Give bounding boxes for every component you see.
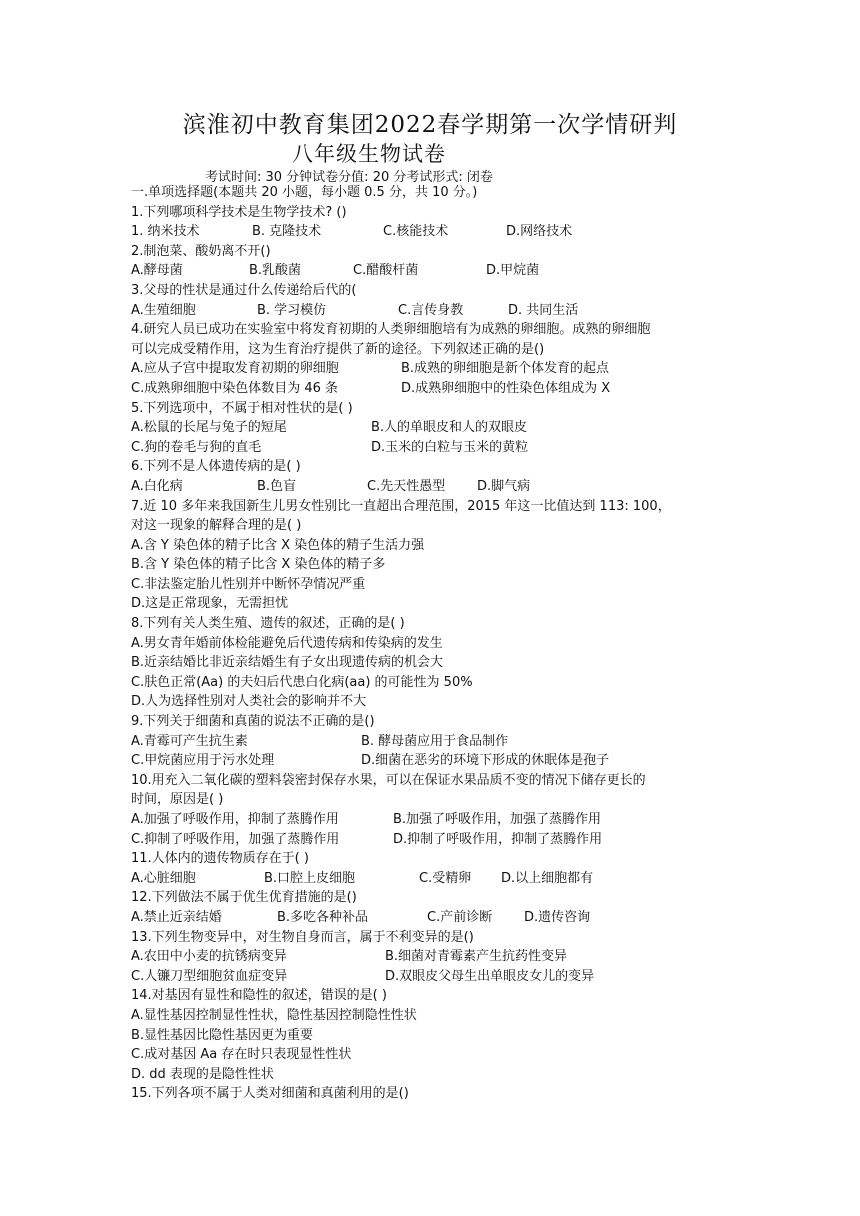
option-b: B.人的单眼皮和人的双眼皮	[371, 420, 528, 436]
option-a: A.含 Y 染色体的精子比含 X 染色体的精子生活力强	[131, 537, 425, 553]
option-d: D. dd 表现的是隐性性状	[131, 1066, 274, 1082]
option-a: A.农田中小麦的抗锈病变异	[131, 949, 287, 965]
option-b: B.口腔上皮细胞	[264, 870, 356, 886]
option-d: D.细菌在恶劣的环境下形成的休眠体是孢子	[361, 753, 610, 769]
option-d: D.以上细胞都有	[501, 870, 594, 886]
question-stem: 5.下列选项中，不属于相对性状的是( )	[131, 400, 353, 416]
option-d: D.遗传咨询	[524, 909, 591, 925]
question-stem: 7.近 10 多年来我国新生儿男女性别比一直超出合理范围，2015 年这一比值达到 113: 100，	[131, 498, 671, 514]
question-stem-cont: 时间，原因是( )	[131, 792, 224, 808]
question-stem: 6.下列不是人体遗传病的是( )	[131, 459, 301, 475]
option-c: C.核能技术	[383, 224, 449, 240]
option-row	[131, 947, 731, 967]
option-c: C.成熟卵细胞中染色体数目为 46 条	[131, 380, 339, 396]
option-b: B.近亲结婚比非近亲结婚生有子女出现遗传病的机会大	[131, 655, 444, 671]
option-row	[131, 261, 731, 281]
question-stem: 1.下列哪项科学技术是生物学技术? ()	[131, 204, 347, 220]
option-c: C.抑制了呼吸作用，加强了蒸腾作用	[131, 831, 340, 847]
question-stem: 2.制泡菜、酸奶离不开()	[131, 243, 271, 259]
option-row	[131, 908, 731, 928]
question-stem: 12.下列做法不属于优生优育措施的是()	[131, 890, 357, 906]
option-b: B.成熟的卵细胞是新个体发育的起点	[401, 361, 610, 377]
exam-subtitle: 八年级生物试卷	[292, 142, 446, 166]
option-b: B.色盲	[257, 478, 297, 494]
option-c: C.受精卵	[419, 870, 472, 886]
question-stem: 13.下列生物变异中，对生物自身而言，属于不利变异的是()	[131, 929, 474, 945]
option-b: B. 克隆技术	[252, 224, 322, 240]
option-row	[131, 418, 731, 438]
question-stem: 11.人体内的遗传物质存在于( )	[131, 851, 309, 867]
option-d: D. 共同生活	[508, 302, 579, 318]
option-c: C.肤色正常(Aa) 的夫妇后代患白化病(aa) 的可能性为 50%	[131, 674, 473, 690]
option-d: D.成熟卵细胞中的性染色体组成为 X	[401, 380, 611, 396]
exam-title: 滨淮初中教育集团2022春学期第一次学情研判	[182, 112, 678, 138]
option-c: C.产前诊断	[427, 909, 493, 925]
question-stem-cont: 可以完成受精作用，这为生育治疗提供了新的途径。下列叙述正确的是()	[131, 341, 545, 357]
option-row	[131, 810, 731, 830]
question-stem: 14.对基因有显性和隐性的叙述，错误的是( )	[131, 988, 387, 1004]
question-stem: 3.父母的性状是通过什么传递给后代的(	[131, 282, 357, 298]
option-a: A.心脏细胞	[131, 870, 196, 886]
question-list	[131, 183, 731, 1104]
option-row	[131, 301, 731, 321]
exam-meta: 考试时间: 30 分钟试卷分值: 20 分考试形式: 闭卷	[205, 170, 493, 185]
question-stem: 9.下列关于细菌和真菌的说法不正确的是()	[131, 714, 375, 730]
option-c: C.言传身教	[398, 302, 464, 318]
option-a: A.禁止近亲结婚	[131, 909, 222, 925]
option-d: D.脚气病	[477, 478, 531, 494]
option-c: C.甲烷菌应用于污水处理	[131, 753, 275, 769]
option-c: C.醋酸杆菌	[353, 263, 419, 279]
question-stem: 15.下列各项不属于人类对细菌和真菌利用的是()	[131, 1086, 409, 1102]
option-d: D.这是正常现象，无需担忧	[131, 596, 289, 612]
option-d: D.玉米的白粒与玉米的黄粒	[371, 439, 529, 455]
option-b: B.细菌对青霉素产生抗药性变异	[385, 949, 568, 965]
question-stem: 8.下列有关人类生殖、遗传的叙述，正确的是( )	[131, 616, 405, 632]
option-a: A.青霉可产生抗生素	[131, 733, 248, 749]
option-row	[131, 359, 731, 379]
option-row	[131, 379, 731, 399]
option-row	[131, 732, 731, 752]
option-d: D.人为选择性别对人类社会的影响并不大	[131, 694, 367, 710]
option-row	[131, 477, 731, 497]
option-a: A.男女青年婚前体检能避免后代遗传病和传染病的发生	[131, 635, 443, 651]
option-c: C.非法鉴定胎儿性别并中断怀孕情况严重	[131, 576, 366, 592]
option-a: A.应从子宫中提取发育初期的卵细胞	[131, 361, 339, 377]
option-a: A.白化病	[131, 478, 183, 494]
question-stem: 4.研究人员已成功在实验室中将发育初期的人类卵细胞培有为成熟的卵细胞。成熟的卵细胞	[131, 322, 651, 338]
option-a: A.显性基因控制显性性状，隐性基因控制隐性性状	[131, 1007, 417, 1023]
option-c: C.先天性愚型	[367, 478, 446, 494]
option-d: D.抑制了呼吸作用，抑制了蒸腾作用	[393, 831, 603, 847]
option-a: A.生殖细胞	[131, 302, 196, 318]
option-b: B. 学习模仿	[257, 302, 327, 318]
option-b: B.含 Y 染色体的精子比含 X 染色体的精子多	[131, 557, 386, 573]
option-b: B.乳酸菌	[249, 263, 302, 279]
option-b: B.加强了呼吸作用，加强了蒸腾作用	[393, 812, 602, 827]
option-row	[131, 438, 731, 458]
option-row	[131, 751, 731, 771]
option-c: C.人镰刀型细胞贫血症变异	[131, 968, 288, 984]
option-a: A.松鼠的长尾与兔子的短尾	[131, 420, 287, 436]
option-c: C.成对基因 Aa 存在时只表现显性性状	[131, 1047, 352, 1063]
option-b: B.多吃各种补品	[277, 909, 369, 925]
option-a: A.酵母菌	[131, 263, 183, 279]
option-row	[131, 967, 731, 987]
option-b: B.显性基因比隐性基因更为重要	[131, 1027, 314, 1043]
option-c: C.狗的卷毛与狗的直毛	[131, 439, 262, 455]
option-row	[131, 222, 731, 242]
option-d: D.甲烷菌	[486, 263, 540, 279]
option-b: B. 酵母菌应用于食品制作	[361, 733, 509, 749]
option-d: D.双眼皮父母生出单眼皮女儿的变异	[385, 968, 595, 984]
option-a: A.加强了呼吸作用，抑制了蒸腾作用	[131, 812, 339, 827]
option-row	[131, 869, 731, 889]
question-stem-cont: 对这一现象的解释合理的是( )	[131, 518, 302, 534]
section-heading: 一.单项选择题(本题共 20 小题，每小题 0.5 分，共 10 分。)	[131, 185, 478, 200]
option-row	[131, 830, 731, 850]
question-stem: 10.用充入二氧化碳的塑料袋密封保存水果，可以在保证水果品质不变的情况下储存更长的	[131, 772, 646, 788]
option-a: 1. 纳米技术	[131, 224, 200, 240]
option-d: D.网络技术	[506, 224, 573, 240]
